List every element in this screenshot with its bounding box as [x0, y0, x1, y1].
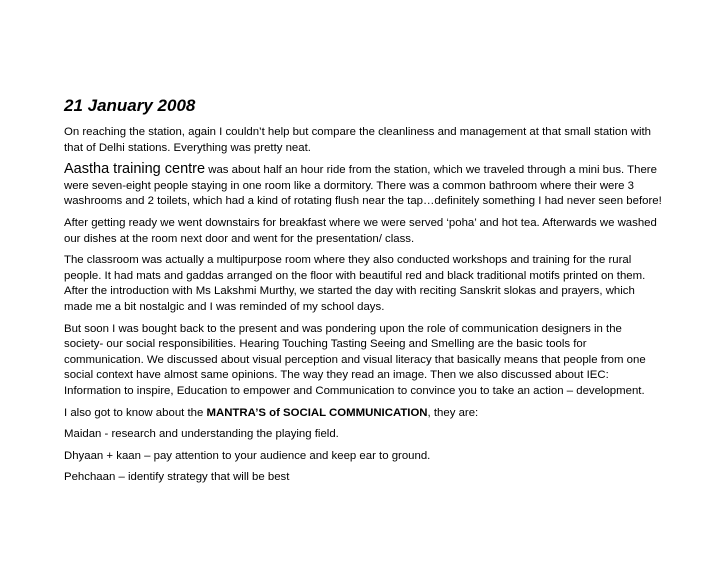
mantras-intro-pre: I also got to know about the [64, 406, 207, 419]
mantras-intro-post: , they are: [427, 406, 479, 419]
paragraph-classroom: The classroom was actually a multipurpose room where they also conducted workshops and training for the rural people. It had mats and gaddas arranged on the floor with beautiful red and black traditional motifs printed on them. After the introduction with Ms Lakshmi Murthy, we started the day with reciting Sanskrit slokas and prayers, which made me a bit nostalgic and I was reminded of my school days. [64, 254, 646, 313]
mantra-pehchaan: Pehchaan – identify strategy that will be best [64, 471, 290, 484]
mantras-heading: MANTRA’S of SOCIAL COMMUNICATION [206, 406, 428, 419]
paragraph-mantras-intro [64, 406, 664, 422]
entry-date: 21 January 2008 [64, 96, 196, 115]
training-centre-lead: Aastha training centre [64, 161, 206, 178]
paragraph-breakfast: After getting ready we went downstairs for breakfast where we were served ‘poha’ and hot tea. Afterwards we washed our dishes at the room next door and went for the presentation/ class. [64, 216, 657, 245]
mantra-dhyaan-kaan: Dhyaan + kaan – pay attention to your audience and keep ear to ground. [64, 449, 431, 462]
training-centre-text: was about half an hour ride from the station, which we traveled through a mini bus. There were seven-eight people staying in one room like a dormitory. There was a common bathroom where their were 3 washrooms and 2 toilets, which had a kind of rotating flush near the tap…definitely something I had never seen before! [64, 164, 662, 208]
paragraph-station: On reaching the station, again I couldn’t help but compare the cleanliness and management at that small station with that of Delhi stations. Everything was pretty neat. [64, 126, 651, 154]
document-page [64, 96, 664, 492]
paragraph-communication: But soon I was bought back to the present and was pondering upon the role of communication designers in the society- our social responsibilities. Hearing Touching Tasting Seeing and Smelling are the basic tools for communication. We discussed about visual perception and visual literacy that basically means that people from one social context have almost same opinions. The way they read an image. Then we also discussed about IEC: Information to inspire, Education to empower and Communication to convince you to take an action – development. [64, 322, 646, 397]
paragraph-training-centre [64, 162, 664, 210]
mantra-maidan: Maidan - research and understanding the playing field. [64, 428, 339, 441]
